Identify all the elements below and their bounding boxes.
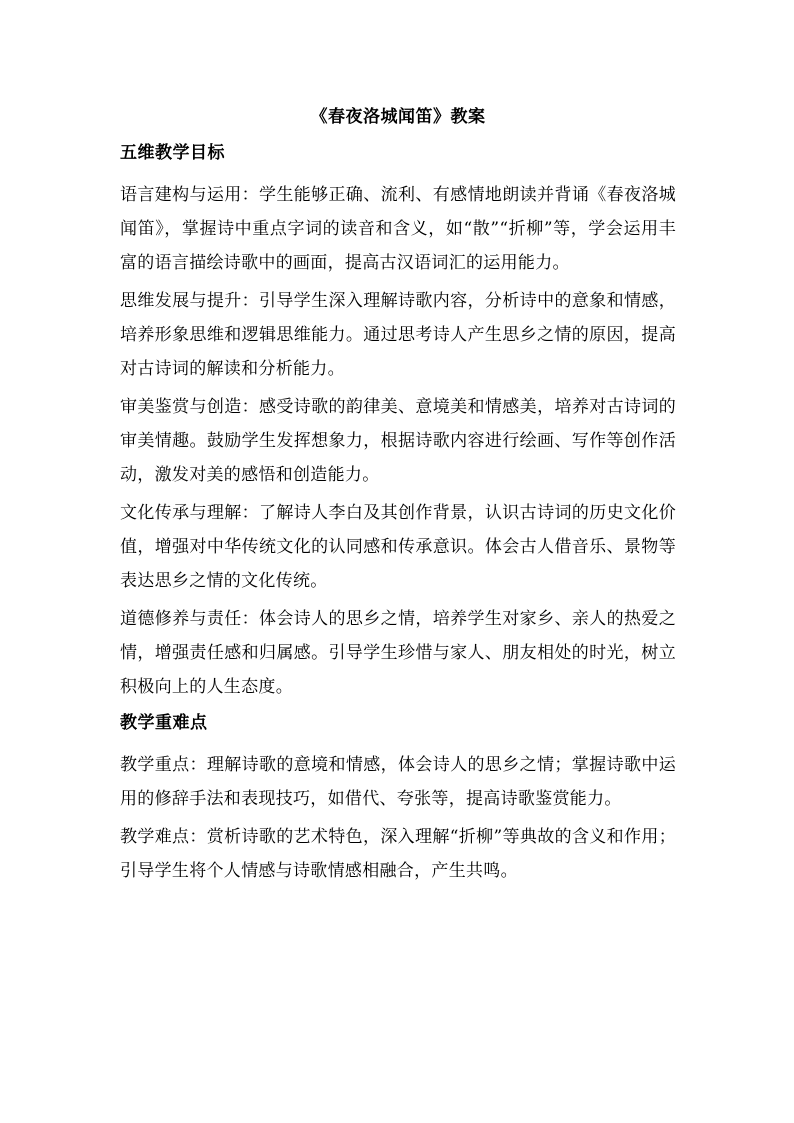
paragraph-thinking [120,284,676,386]
section-heading-objectives: 五维教学目标 [120,143,225,163]
paragraph-text: 赏析诗歌的艺术特色，深入理解“折柳”等典故的含义和作用；引导学生将个人情感与诗歌情感相融合，产生共鸣。 [120,827,677,881]
paragraph-label: 思维发展与提升： [120,291,260,311]
paragraph-label: 语言建构与运用： [120,185,260,205]
paragraph-text: 学生能够正确、流利、有感情地朗读并背诵《春夜洛城闻笛》，掌握诗中重点字词的读音和含义，如“散”“折柳”等，学会运用丰富的语言描绘诗歌中的画面，提高古汉语词汇的运用能力。 [120,185,677,273]
paragraph-text: 了解诗人李白及其创作背景，认识古诗词的历史文化价值，增强对中华传统文化的认同感和传承意识。体会古人借音乐、景物等表达思乡之情的文化传统。 [120,503,677,591]
paragraph-text: 体会诗人的思乡之情，培养学生对家乡、亲人的热爱之情，增强责任感和归属感。引导学生珍惜与家人、朋友相处的时光，树立积极向上的人生态度。 [120,609,677,697]
paragraph-key-point [120,748,676,816]
paragraph-label: 教学重点： [120,755,207,775]
paragraph-label: 文化传承与理解： [120,503,260,523]
paragraph-label: 教学难点： [120,827,207,847]
paragraph-label: 审美鉴赏与创造： [120,397,260,417]
paragraph-language [120,178,676,280]
paragraph-text: 引导学生深入理解诗歌内容，分析诗中的意象和情感，培养形象思维和逻辑思维能力。通过思考诗人产生思乡之情的原因，提高对古诗词的解读和分析能力。 [120,291,677,379]
paragraph-morality [120,602,676,704]
document-content [120,104,676,892]
paragraph-label: 道德修养与责任： [120,609,260,629]
paragraph-culture [120,496,676,598]
paragraph-text: 感受诗歌的韵律美、意境美和情感美，培养对古诗词的审美情趣。鼓励学生发挥想象力，根据诗歌内容进行绘画、写作等创作活动，激发对美的感悟和创造能力。 [120,397,677,485]
paragraph-text: 理解诗歌的意境和情感，体会诗人的思乡之情；掌握诗歌中运用的修辞手法和表现技巧，如借代、夸张等，提高诗歌鉴赏能力。 [120,755,676,809]
document-title: 《春夜洛城闻笛》教案 [310,107,486,127]
paragraph-aesthetic [120,390,676,492]
section-heading-key-points: 教学重难点 [120,713,208,733]
paragraph-difficult-point [120,820,676,888]
